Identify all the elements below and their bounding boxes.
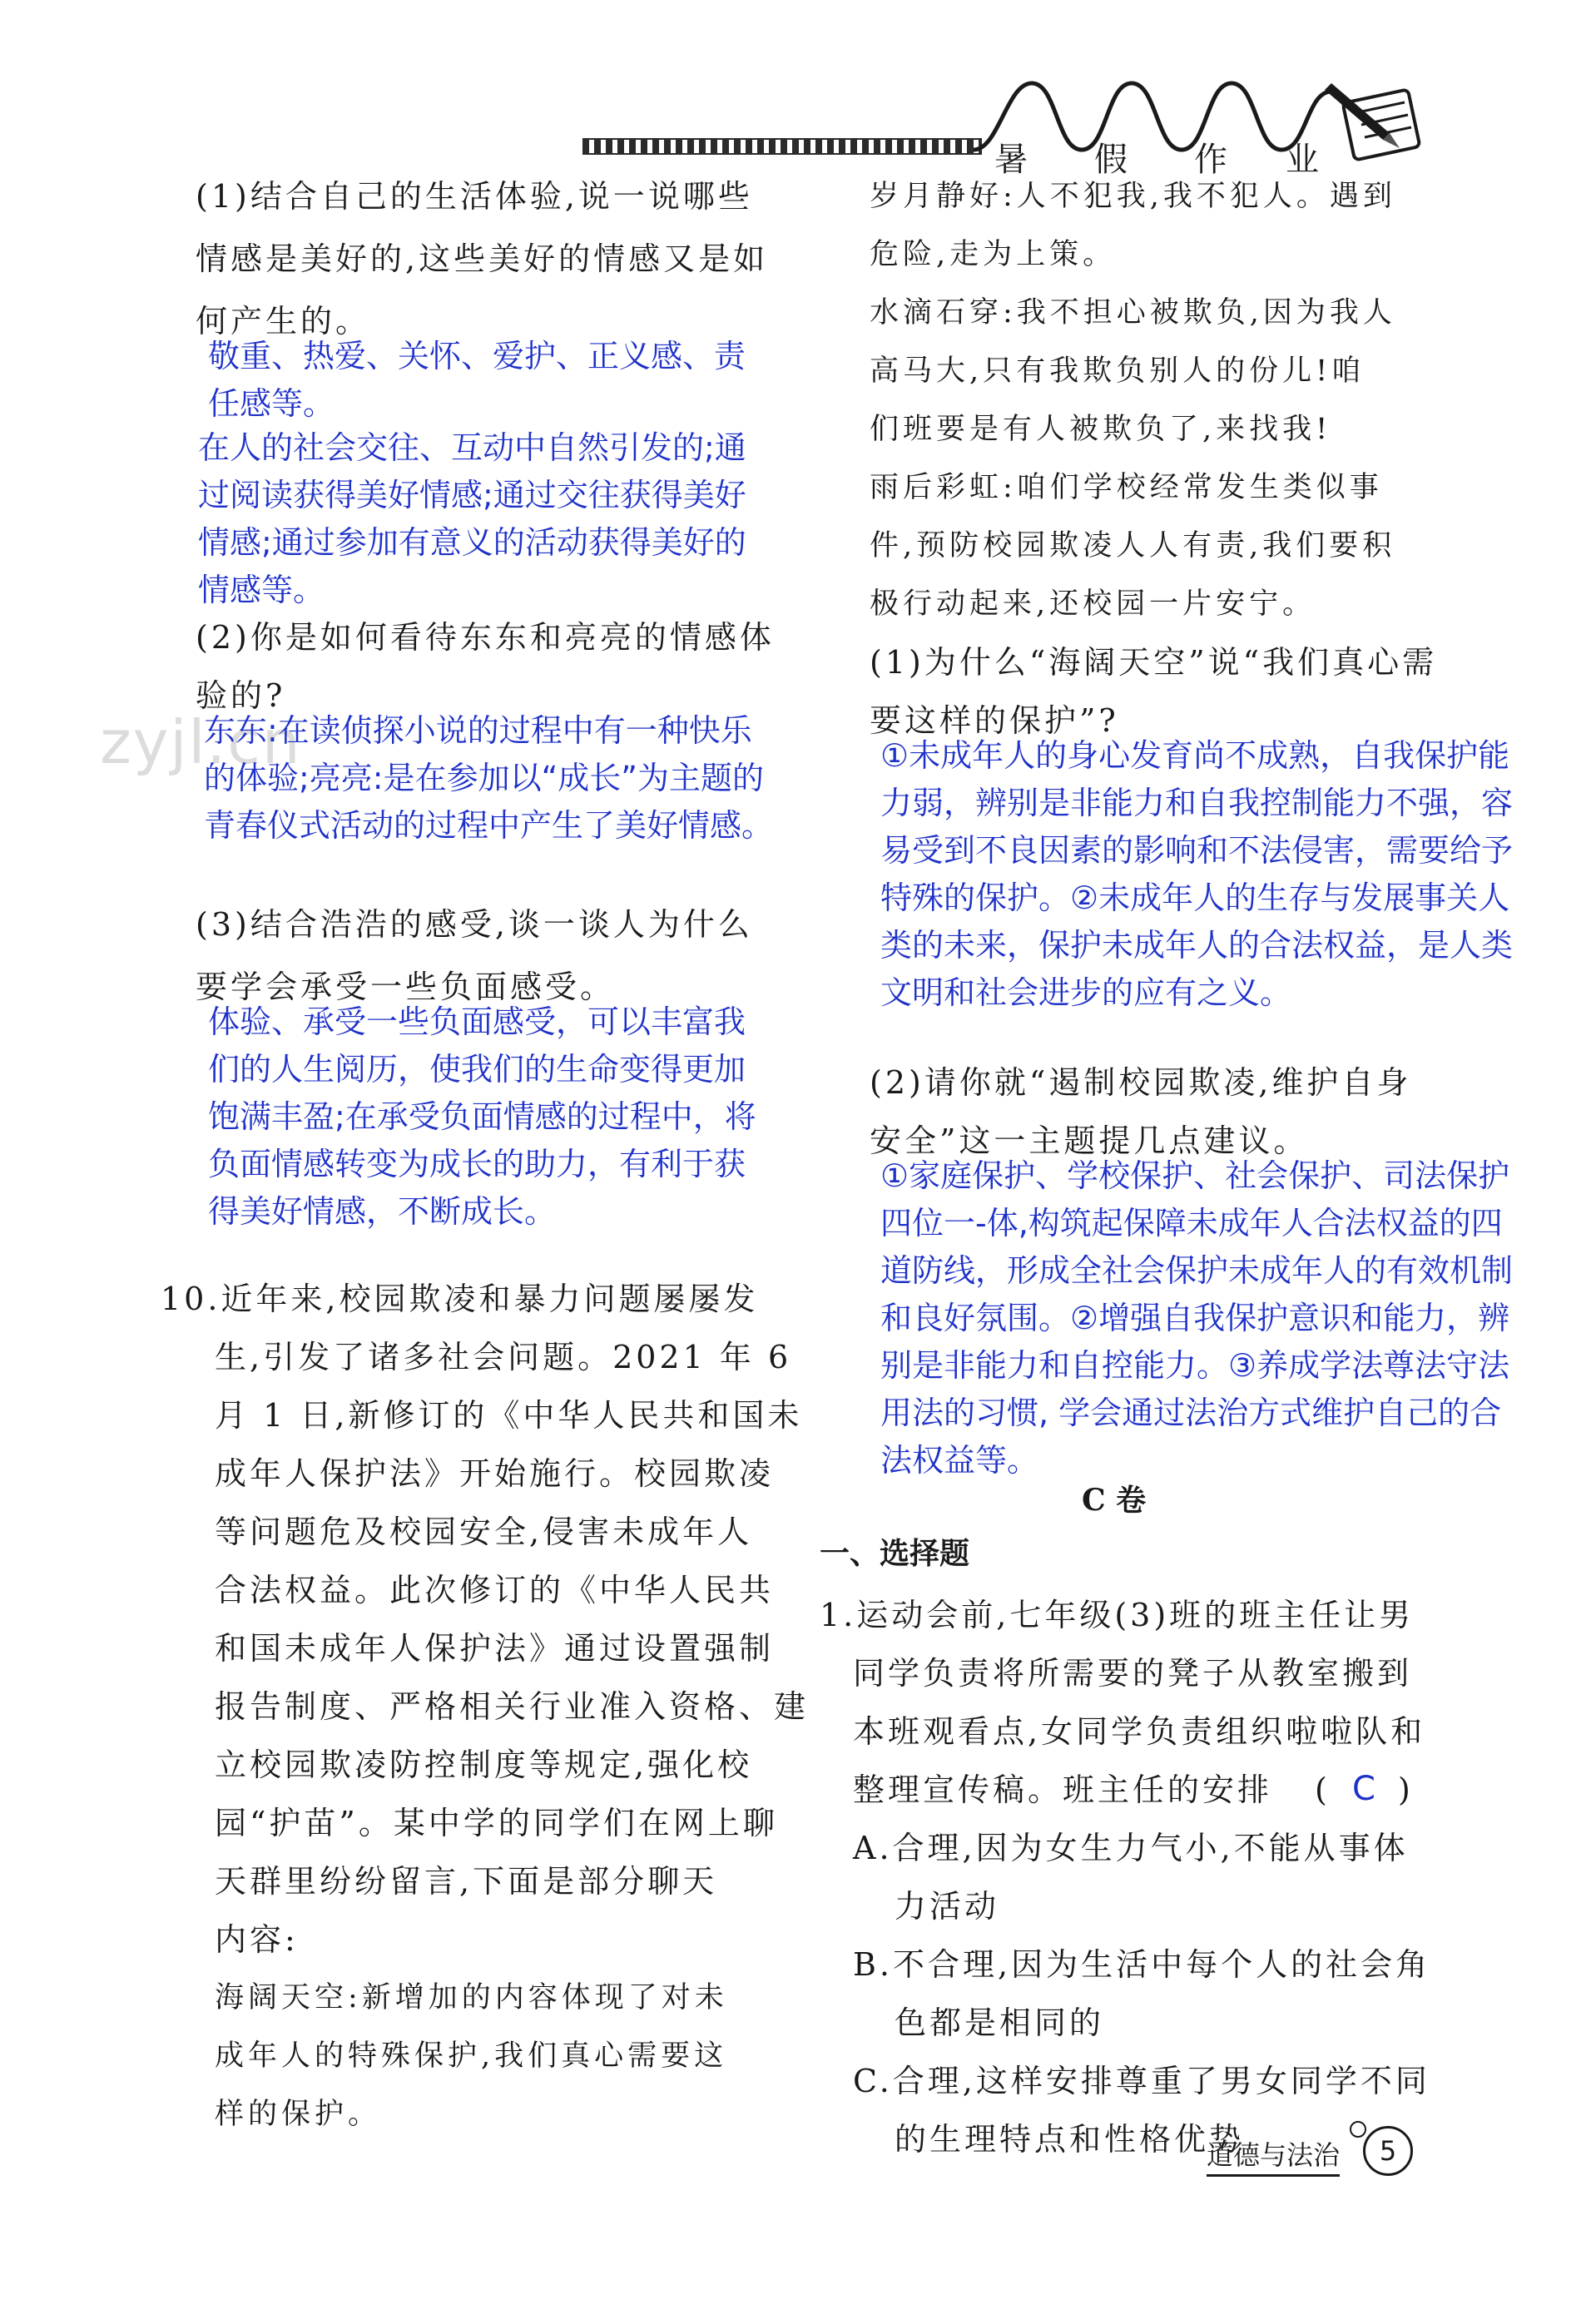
mc-question-1-line: 同学负责将所需要的凳子从教室搬到 [853,1655,1413,1692]
header-char-3: 作 [1194,141,1227,179]
answer-10-1-line: ①未成年人的身心发育尚不成熟，自我保护能 [880,737,1510,774]
header-char-2: 假 [1094,141,1128,179]
option-b-line: 色都是相同的 [895,2004,1105,2041]
answer-10-2-line: 法权益等。 [880,1442,1039,1479]
question-10-line: 内容: [215,1921,299,1958]
section-title: C 卷 [1082,1483,1147,1518]
question-10-2-line: 安全”这一主题提几点建议。 [870,1122,1309,1159]
answer-paren-close: ) [1398,1771,1414,1808]
question-10-line: 月 1 日,新修订的《中华人民共和国未 [215,1397,803,1434]
question-9-3-line: 要学会承受一些负面感受。 [196,969,616,1005]
footer-subject: 道德与法治 [1207,2134,1340,2177]
question-10-line: 10.近年来,校园欺凌和暴力问题屡屡发 [161,1281,759,1317]
option-a-line: 力活动 [895,1888,1000,1925]
answer-10-2-line: 用法的习惯, 学会通过法治方式维护自己的合 [880,1395,1502,1431]
page-number: 5 [1363,2126,1413,2176]
answer-10-2-line: 四位一-体,构筑起保障未成年人合法权益的四 [880,1205,1503,1241]
answer-9-2-line: 东东:在读侦探小说的过程中有一种快乐 [204,712,752,749]
chat-message-line: 危险,走为上策。 [870,238,1117,271]
answer-9-1-line: 过阅读获得美好情感;通过交往获得美好 [198,477,746,513]
option-b-line: B.不合理,因为生活中每个人的社会角 [853,1946,1431,1983]
question-9-2-line: (2)你是如何看待东东和亮亮的情感体 [196,619,775,656]
answer-9-3-line: 得美好情感，不断成长。 [208,1193,557,1230]
option-c-line: C.合理,这样安排尊重了男女同学不同 [853,2063,1430,2099]
chat-message-line: 雨后彩虹:咱们学校经常发生类似事 [870,471,1383,504]
chat-message-line: 样的保护。 [215,2098,382,2131]
answer-9-2-line: 的体验;亮亮:是在参加以“成长”为主题的 [204,760,764,796]
question-9-1-line: (1)结合自己的生活体验,说一说哪些 [196,178,753,215]
answer-10-1-line: 特殊的保护。②未成年人的生存与发展事关人 [880,880,1510,916]
chat-message-line: 件,预防校园欺凌人人有责,我们要积 [870,529,1396,562]
question-10-1-line: (1)为什么“海阔天空”说“我们真心需 [870,644,1438,681]
answer-10-1-line: 类的未来，保护未成年人的合法权益，是人类 [880,927,1514,964]
answer-10-1-line: 文明和社会进步的应有之义。 [880,974,1292,1011]
watermark: zyjl.cn [100,707,302,777]
answer-paren-open: ( [1315,1771,1331,1808]
answer-9-2-line: 青春仪式活动的过程中产生了美好情感。 [204,807,774,844]
question-10-line: 生,引发了诸多社会问题。2021 年 6 [215,1339,792,1375]
question-9-1-line: 情感是美好的,这些美好的情感又是如 [196,240,769,277]
question-10-line: 和国未成年人保护法》通过设置强制 [215,1630,775,1667]
answer-10-2-line: 和良好氛围。②增强自我保护意识和能力，辨 [880,1300,1510,1336]
answer-9-3-line: 体验、承受一些负面感受，可以丰富我 [208,1003,746,1040]
option-a-line: A.合理,因为女生力气小,不能从事体 [853,1830,1409,1866]
mc-question-1-line: 1.运动会前,七年级(3)班的班主任让男 [820,1597,1415,1633]
header-film-band [582,138,982,155]
chat-message-line: 海阔天空:新增加的内容体现了对未 [215,1981,728,2014]
chat-message-line: 们班要是有人被欺负了,来找我! [870,413,1332,446]
question-10-line: 报告制度、严格相关行业准入资格、建 [215,1688,810,1725]
mc-question-1-line: 整理宣传稿。班主任的安排 [853,1771,1273,1808]
question-10-line: 天群里纷纷留言,下面是部分聊天 [215,1863,718,1900]
header-char-4: 业 [1286,141,1319,179]
question-9-3-line: (3)结合浩浩的感受,谈一谈人为什么 [196,906,753,943]
answer-9-1-line: 情感等。 [198,572,325,608]
answer-9-3-line: 负面情感转变为成长的助力，有利于获 [208,1146,746,1182]
answer-10-2-line: 道防线，形成全社会保护未成年人的有效机制 [880,1252,1514,1289]
answer-10-1-line: 易受到不良因素的影响和不法侵害，需要给予 [880,832,1514,869]
part-title: 一、选择题 [820,1537,970,1571]
mc-question-1-line: 本班观看点,女同学负责组织啦啦队和 [853,1713,1426,1750]
chat-message-line: 成年人的特殊保护,我们真心需要这 [215,2039,728,2073]
chat-message-line: 极行动起来,还校园一片安宁。 [870,587,1316,621]
answer-9-1-line: 在人的社会交往、互动中自然引发的;通 [198,429,746,466]
answer-9-3-line: 饱满丰盈;在承受负面情感的过程中，将 [208,1098,756,1135]
notebook-pencil-icon [1323,75,1431,166]
answer-9-3-line: 们的人生阅历，使我们的生命变得更加 [208,1051,746,1088]
question-10-line: 等问题危及校园安全,侵害未成年人 [215,1514,753,1550]
question-9-2-line: 验的? [196,677,286,714]
page-header [582,67,1425,183]
question-10-line: 成年人保护法》开始施行。校园欺凌 [215,1455,775,1492]
answer-10-1-line: 力弱，辨别是非能力和自我控制能力不强，容 [880,785,1514,821]
answer-9-1-line: 敬重、热爱、关怀、爱护、正义感、责 [208,338,746,374]
question-10-line: 园“护苗”。某中学的同学们在网上聊 [215,1805,778,1841]
chat-message-line: 水滴石穿:我不担心被欺负,因为我人 [870,296,1396,330]
option-c-line: 的生理特点和性格优势 [895,2121,1245,2158]
answer-10-2-line: 别是非能力和自控能力。③养成学法尊法守法 [880,1347,1510,1384]
chat-message-line: 岁月静好:人不犯我,我不犯人。遇到 [870,180,1396,213]
page-footer [1207,2126,1440,2184]
answer-9-1-line: 情感;通过参加有意义的活动获得美好的 [198,524,746,561]
question-10-line: 立校园欺凌防控制度等规定,强化校 [215,1747,753,1783]
chat-message-line: 高马大,只有我欺负别人的份儿!咱 [870,354,1365,388]
question-10-line: 合法权益。此次修订的《中华人民共 [215,1572,775,1608]
question-10-2-line: (2)请你就“遏制校园欺凌,维护自身 [870,1064,1412,1101]
mc-answer: C [1352,1770,1375,1808]
question-9-1-line: 何产生的。 [196,303,371,339]
answer-9-1-line: 任感等。 [208,385,335,422]
header-char-1: 暑 [994,141,1028,179]
answer-10-2-line: ①家庭保护、学校保护、社会保护、司法保护 [880,1157,1510,1194]
footer-circle-decoration [1350,2121,1366,2138]
question-10-1-line: 要这样的保护”? [870,702,1119,739]
